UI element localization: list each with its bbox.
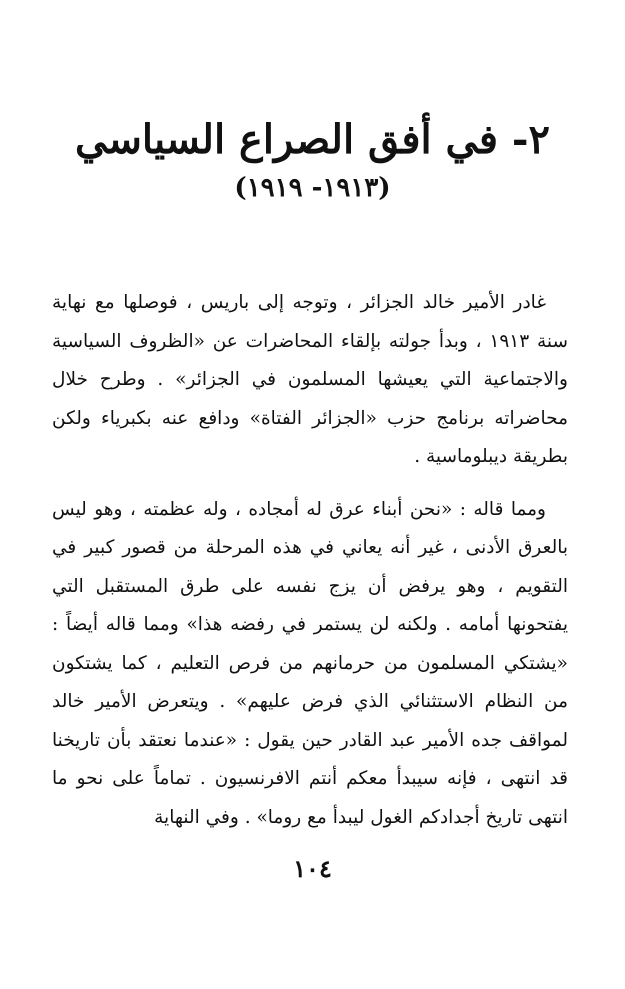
- paragraph-2: ومما قاله : «نحن أبناء عرق له أمجاده ، وله عظمته ، وهو ليس بالعرق الأدنى ، غير أنه يعاني في هذه المرحلة من قصور كبير في التقويم ، وهو يرفض أن يزج نفسه على طرق المستقبل التي يفتحونها أمامه . ولكنه لن يستمر في رفضه هذا» ومما قاله أيضاً : «يشتكي المسلمون من حرمانهم من فرص التعليم ، كما يشتكون من النظام الاستثنائي الذي فرض عليهم» . ويتعرض الأمير خالد لمواقف جده الأمير عبد القادر حين يقول : «عندما نعتقد بأن تاريخنا قد انتهى ، فإنه سيبدأ معكم أنتم الافرنسيون . تماماً على نحو ما انتهى تاريخ أجدادكم الغول ليبدأ مع روما» . وفي النهاية: [52, 498, 568, 828]
- body-text: [52, 284, 568, 837]
- page-number: ١٠٤: [293, 854, 332, 883]
- chapter-years: (١٩١٣- ١٩١٩): [234, 173, 391, 203]
- paragraph-1: غادر الأمير خالد الجزائر ، وتوجه إلى باريس ، فوصلها مع نهاية سنة ١٩١٣ ، وبدأ جولته بإلقاء المحاضرات عن «الظروف السياسية والاجتماعية التي يعيشها المسلمون في الجزائر» . وطرح خلال محاضراته برنامج حزب «الجزائر الفتاة» ودافع عنه بكبرياء ولكن بطريقة ديبلوماسية .: [52, 292, 568, 467]
- chapter-title: ٢- في أفق الصراع السياسي: [75, 116, 550, 163]
